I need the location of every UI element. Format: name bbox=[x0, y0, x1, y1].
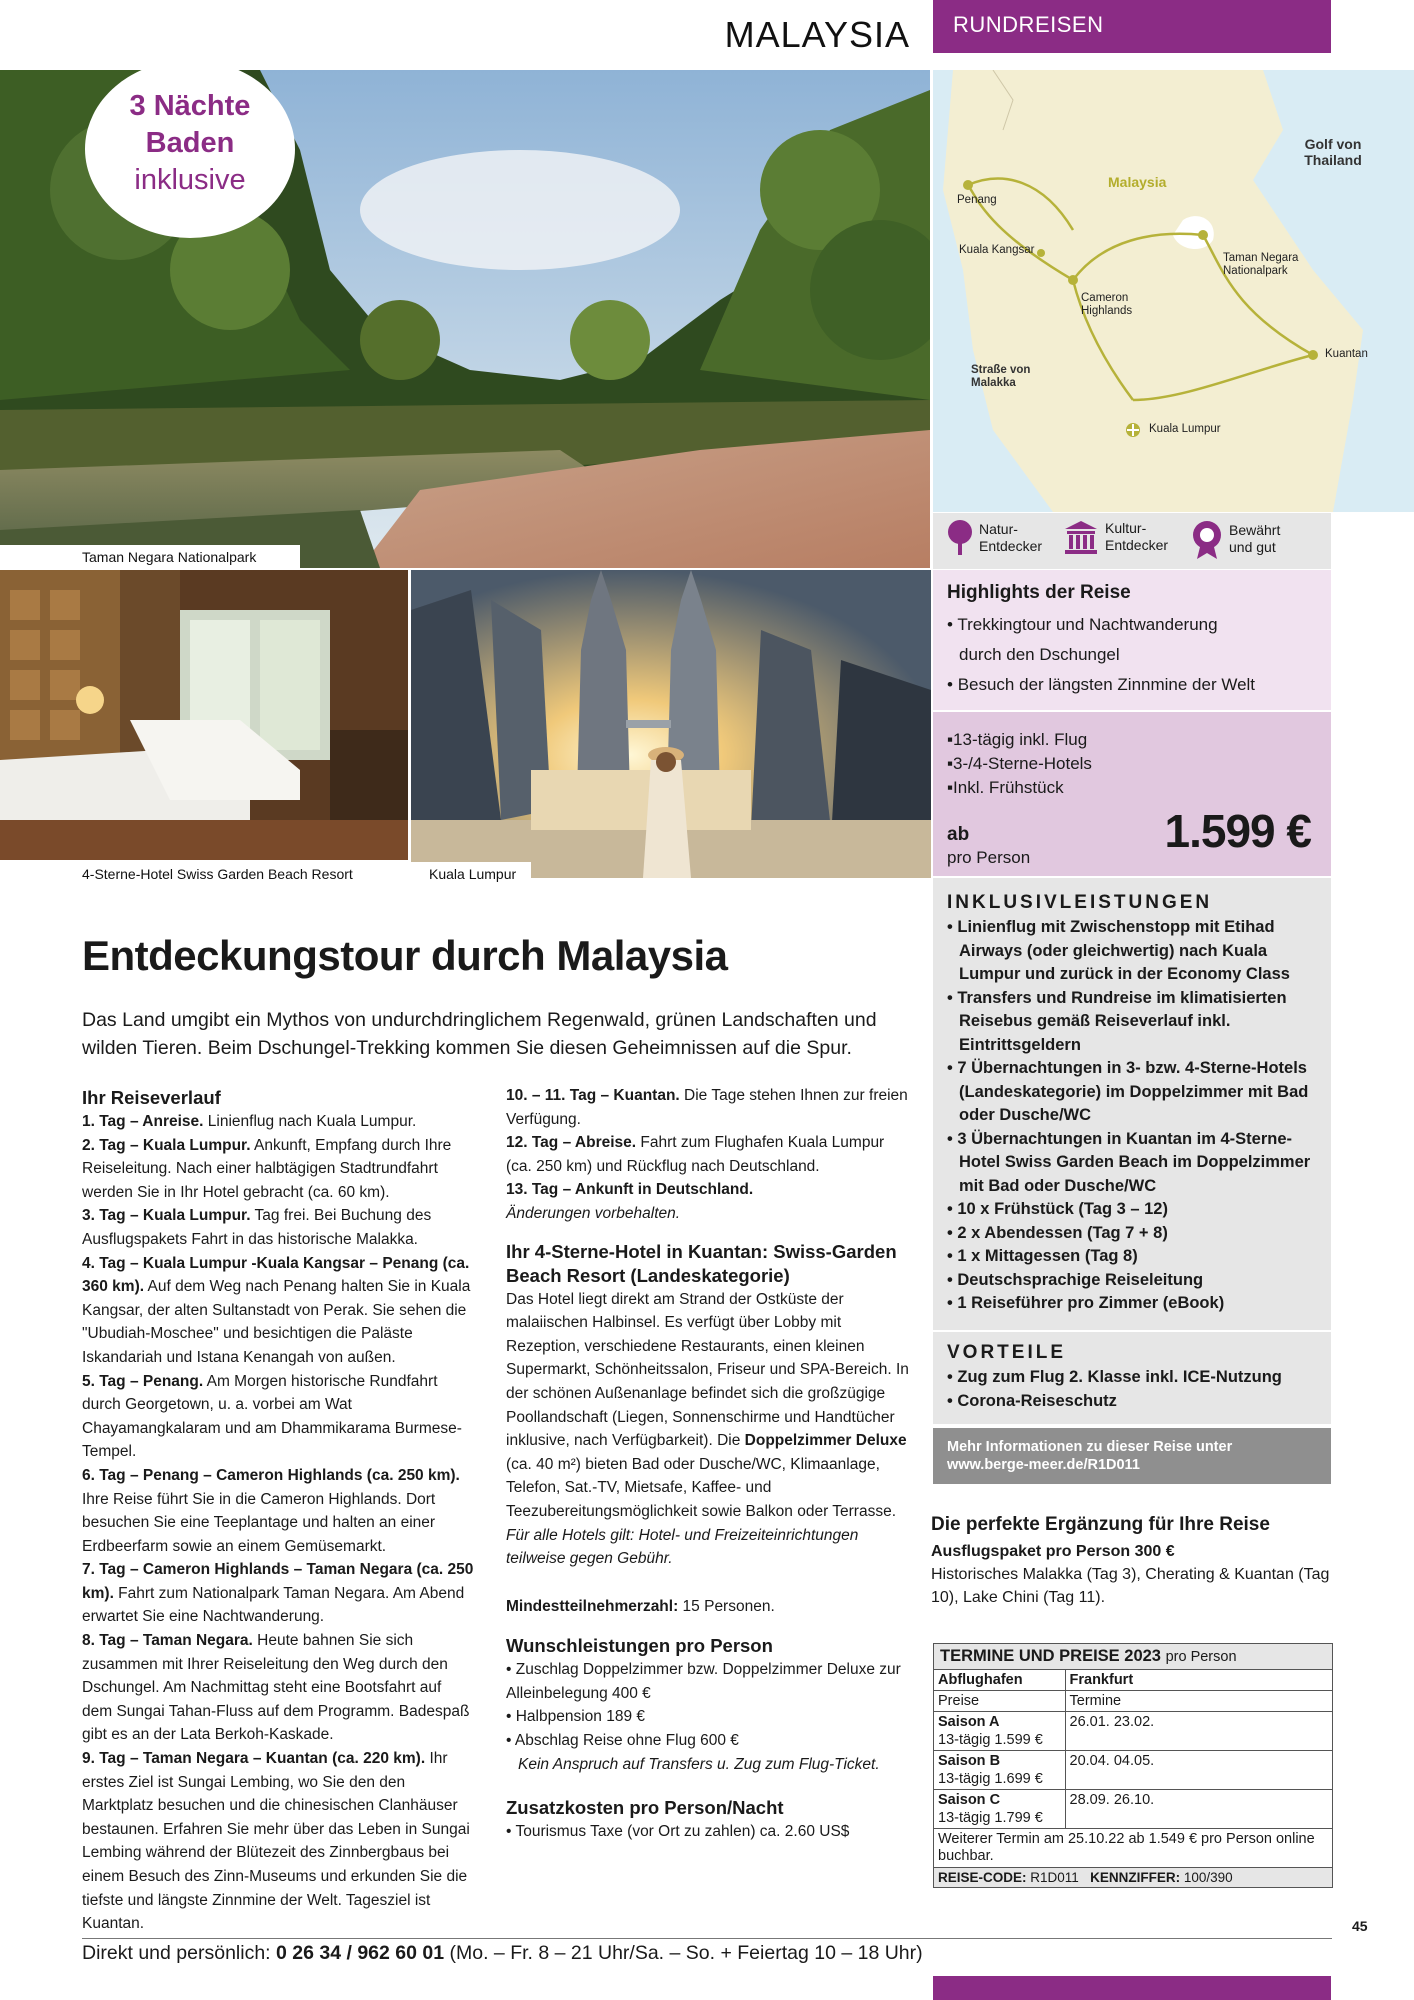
itinerary-day: 5. Tag – Penang. Am Morgen historische Rundfahrt durch Georgetown, u. a. vorbei am Wat Chayamangkalaram und am Dhammikarama Burmese-Tempel. bbox=[82, 1372, 462, 1461]
price-box bbox=[933, 712, 1331, 876]
wunsch-item: • Abschlag Reise ohne Flug 600 € bbox=[506, 1732, 739, 1750]
itinerary-day: 10. – 11. Tag – Kuantan. Die Tage stehen Ihnen zur freien Verfügung. bbox=[506, 1087, 908, 1128]
itinerary-day: 1. Tag – Anreise. Linienflug nach Kuala Lumpur. bbox=[82, 1113, 417, 1130]
itinerary-column-2 bbox=[506, 1084, 914, 1844]
inklusiv-item: • Deutschsprachige Reiseleitung bbox=[947, 1269, 1319, 1293]
page-color-bar bbox=[933, 1976, 1331, 2000]
badge-line2: Baden bbox=[145, 127, 235, 159]
itinerary-day: 7. Tag – Cameron Highlands – Taman Negara (ca. 250 km). Fahrt zum Nationalpark Taman Negara. Am Abend erwartet Sie eine Nachtwanderung. bbox=[82, 1561, 474, 1626]
itinerary-note: Änderungen vorbehalten. bbox=[506, 1204, 681, 1222]
wunsch-note: Kein Anspruch auf Transfers u. Zug zum Flug-Ticket. bbox=[518, 1755, 880, 1773]
itinerary-day: 8. Tag – Taman Negara. Heute bahnen Sie sich zusammen mit Ihrer Reiseleitung den Weg durch den Dschungel. Am Nachmittag steht eine Bootsfahrt auf dem Sungai Tahan-Fluss auf dem Programm. Badespaß gibt es an der Lata Berkoh-Kaskade. bbox=[82, 1632, 470, 1744]
icon-natur bbox=[947, 519, 1053, 557]
termine-note: Weiterer Termin am 25.10.22 ab 1.549 € pro Person online buchbar. bbox=[934, 1829, 1332, 1868]
icon-bewaehrt bbox=[1191, 519, 1299, 559]
ergaenzung-desc: Historisches Malakka (Tag 3), Cherating & Kuantan (Tag 10), Lake Chini (Tag 11). bbox=[931, 1566, 1330, 1606]
min-participants: Mindestteilnehmerzahl: 15 Personen. bbox=[506, 1597, 775, 1615]
itinerary-day: 3. Tag – Kuala Lumpur. Tag frei. Bei Buchung des Ausflugspakets Fahrt in das historische Malakka. bbox=[82, 1207, 432, 1248]
badge-line3: inklusive bbox=[134, 164, 246, 196]
termine-title: TERMINE UND PREISE 2023 pro Person bbox=[934, 1644, 1332, 1670]
season-price: 13-tägig 1.599 € bbox=[938, 1732, 1043, 1748]
feature-item: ▪3-/4-Sterne-Hotels bbox=[947, 754, 1092, 773]
route-map bbox=[933, 70, 1414, 512]
hotel-description: Das Hotel liegt direkt am Strand der Ostküste der malaiischen Halbinsel. Es verfügt über Lobby mit Rezeption, verschiedene Restaurants, einen kleinen Supermarkt, Schönheitssalon, Friseur und SPA-Bereich. In der schönen Außenanlage befindet sich die großzügige Poollandschaft (Liegen, Sonnenschirme und Handtücher inklusive, nach Verfügbarkeit). Die Doppelzimmer Deluxe (ca. 40 m²) bieten Bad oder Dusche/WC, Klimaanlage, Telefon, Sat.-TV, Mietsafe, Kaffee- und Teezubereitungsmöglichkeit sowie Balkon oder Terrasse. bbox=[506, 1290, 909, 1520]
wunsch-item: • Zuschlag Doppelzimmer bzw. Doppelzimmer Deluxe zur Alleinbelegung 400 € bbox=[506, 1661, 901, 1702]
hotel-note: Für alle Hotels gilt: Hotel- und Freizeiteinrichtungen teilweise gegen Gebühr. bbox=[506, 1526, 859, 1568]
caption-hotel: 4-Sterne-Hotel Swiss Garden Beach Resort bbox=[0, 862, 408, 886]
price-ab: ab bbox=[947, 824, 970, 845]
badge-line1: 3 Nächte bbox=[129, 90, 251, 122]
icon-kultur bbox=[1063, 519, 1179, 555]
award-icon bbox=[1191, 519, 1223, 559]
inklusiv-item: • 2 x Abendessen (Tag 7 + 8) bbox=[947, 1222, 1319, 1246]
table-row bbox=[934, 1751, 1332, 1790]
season-name: Saison B bbox=[938, 1753, 1001, 1769]
country-heading: MALAYSIA bbox=[724, 14, 910, 55]
inklusiv-item: • 1 x Mittagessen (Tag 8) bbox=[947, 1245, 1319, 1269]
season-name: Saison A bbox=[938, 1714, 1000, 1730]
vorteile-item: • Corona-Reiseschutz bbox=[947, 1390, 1319, 1414]
season-dates: 26.01. 23.02. bbox=[1065, 1712, 1332, 1751]
more-info-text: Mehr Informationen zu dieser Reise unter bbox=[947, 1439, 1233, 1455]
season-price: 13-tägig 1.799 € bbox=[938, 1810, 1043, 1826]
wunsch-item: • Halbpension 189 € bbox=[506, 1708, 646, 1726]
caption-kuala-lumpur: Kuala Lumpur bbox=[411, 862, 531, 886]
itinerary-column-1 bbox=[82, 1084, 474, 1936]
icon-bewaehrt-label: Bewährt und gut bbox=[1229, 522, 1281, 555]
inklusiv-item: • 10 x Frühstück (Tag 3 – 12) bbox=[947, 1198, 1319, 1222]
more-info-link[interactable]: www.berge-meer.de/R1D011 bbox=[947, 1457, 1140, 1473]
season-price: 13-tägig 1.699 € bbox=[938, 1771, 1043, 1787]
ergaenzung bbox=[931, 1514, 1331, 1609]
row-preise: Preise bbox=[934, 1691, 1065, 1712]
map-label-kuala-kangsar: Kuala Kangsar bbox=[959, 244, 1035, 256]
inklusiv-item: • 1 Reiseführer pro Zimmer (eBook) bbox=[947, 1292, 1319, 1316]
trip-type-icons bbox=[933, 513, 1331, 569]
wunsch-title: Wunschleistungen pro Person bbox=[506, 1635, 773, 1657]
icon-kultur-label: Kultur- Entdecker bbox=[1105, 520, 1169, 553]
table-row bbox=[934, 1790, 1332, 1829]
itinerary-title: Ihr Reiseverlauf bbox=[82, 1087, 221, 1108]
map-label-country: Malaysia bbox=[1108, 174, 1167, 190]
col-abflughafen: Abflughafen bbox=[934, 1670, 1065, 1691]
page-title: Entdeckungstour durch Malaysia bbox=[82, 932, 728, 979]
ergaenzung-title: Die perfekte Ergänzung für Ihre Reise bbox=[931, 1514, 1270, 1535]
inklusiv-item: • Transfers und Rundreise im klimatisierten Reisebus gemäß Reiseverlauf inkl. Eintrittsgeldern bbox=[947, 987, 1319, 1058]
map-label-kuantan: Kuantan bbox=[1325, 348, 1368, 360]
highlights-title: Highlights der Reise bbox=[947, 582, 1131, 603]
badge-3-naechte bbox=[85, 60, 295, 238]
reise-code: REISE-CODE: R1D011 KENNZIFFER: 100/390 bbox=[934, 1868, 1332, 1887]
feature-item: ▪13-tägig inkl. Flug bbox=[947, 730, 1088, 749]
map-label-penang: Penang bbox=[957, 194, 997, 206]
row-termine: Termine bbox=[1065, 1691, 1332, 1712]
photo-hotel-room bbox=[0, 570, 408, 860]
temple-icon bbox=[1063, 519, 1099, 555]
photo-kuala-lumpur bbox=[411, 570, 931, 878]
vorteile-title: VORTEILE bbox=[947, 1342, 1067, 1363]
itinerary-day: 4. Tag – Kuala Lumpur -Kuala Kangsar – Penang (ca. 360 km). Auf dem Weg nach Penang halten Sie in Kuala Kangsar, der alten Sultanstadt von Perak. Sie sehen die "Ubudiah-Moschee" und besichtigen die Paläste Iskandariah und Istana Kenangah von außen. bbox=[82, 1254, 471, 1366]
highlight-item: • Trekkingtour und Nachtwanderung durch den Dschungel bbox=[947, 610, 1247, 670]
price-value: 1.599 € bbox=[1164, 805, 1311, 857]
feature-item: ▪Inkl. Frühstück bbox=[947, 778, 1064, 797]
ergaenzung-package: Ausflugspaket pro Person 300 € bbox=[931, 1543, 1175, 1560]
footer-contact: Direkt und persönlich: 0 26 34 / 962 60 01 (Mo. – Fr. 8 – 21 Uhr/Sa. – So. + Feiertag 10 – 18 Uhr) bbox=[82, 1942, 923, 1964]
price-per: pro Person bbox=[947, 848, 1031, 867]
category-bar: RUNDREISEN bbox=[933, 0, 1331, 53]
map-label-gulf: Golf von Thailand bbox=[1304, 136, 1362, 168]
inklusiv-title: INKLUSIVLEISTUNGEN bbox=[947, 892, 1213, 913]
table-row bbox=[934, 1712, 1332, 1751]
map-label-strait: Straße von Malakka bbox=[971, 364, 1031, 389]
season-dates: 20.04. 04.05. bbox=[1065, 1751, 1332, 1790]
itinerary-day: 9. Tag – Taman Negara – Kuantan (ca. 220 km). Ihr erstes Ziel ist Sungai Lembing, wo Sie den den Marktplatz besuchen und die chinesischen Clanhäuser bestaunen. Erfahren Sie mehr über das Leben in Sungai Lembing während der Blütezeit des Zinnbergbaus bei einem Besuch des Zinn-Museums und erkunden Sie die tiefste und längste Zinnmine der Welt. Tagesziel ist Kuantan. bbox=[82, 1750, 470, 1933]
season-dates: 28.09. 26.10. bbox=[1065, 1790, 1332, 1829]
highlights-box bbox=[933, 570, 1331, 710]
inklusiv-item: • 7 Übernachtungen in 3- bzw. 4-Sterne-Hotels (Landeskategorie) im Doppelzimmer mit Bad oder Dusche/WC bbox=[947, 1057, 1319, 1128]
map-label-cameron: Cameron Highlands bbox=[1081, 292, 1133, 317]
itinerary-day: 12. Tag – Abreise. Fahrt zum Flughafen Kuala Lumpur (ca. 250 km) und Rückflug nach Deutschland. bbox=[506, 1134, 885, 1175]
intro-text: Das Land umgibt ein Mythos von undurchdringlichem Regenwald, grünen Landschaften und wilden Tieren. Beim Dschungel-Trekking kommen Sie diesen Geheimnissen auf die Spur. bbox=[82, 1009, 877, 1059]
caption-taman-negara: Taman Negara Nationalpark bbox=[0, 545, 300, 569]
itinerary-day: 2. Tag – Kuala Lumpur. Ankunft, Empfang durch Ihre Reiseleitung. Nach einer halbtägigen Stadtrundfahrt werden Sie in Ihr Hotel gebracht (ca. 60 km). bbox=[82, 1136, 452, 1201]
map-label-taman-negara: Taman Negara Nationalpark bbox=[1223, 252, 1299, 277]
more-info-box bbox=[933, 1428, 1331, 1484]
itinerary-day: 6. Tag – Penang – Cameron Highlands (ca. 250 km). Ihre Reise führt Sie in die Cameron Highlands. Dort besuchen Sie eine Teeplantage und halten an einer Erdbeerfarm sowie an einem Gemüsemarkt. bbox=[82, 1466, 460, 1555]
highlight-item: • Besuch der längsten Zinnmine der Welt bbox=[947, 670, 1319, 700]
inklusiv-item: • 3 Übernachtungen in Kuantan im 4-Sterne-Hotel Swiss Garden Beach im Doppelzimmer mit Bad oder Dusche/WC bbox=[947, 1128, 1319, 1199]
zusatz-title: Zusatzkosten pro Person/Nacht bbox=[506, 1797, 784, 1819]
icon-natur-label: Natur- Entdecker bbox=[979, 521, 1043, 554]
map-label-kuala-lumpur: Kuala Lumpur bbox=[1149, 423, 1221, 435]
hotel-title: Ihr 4-Sterne-Hotel in Kuantan: Swiss-Garden Beach Resort (Landeskategorie) bbox=[506, 1240, 897, 1286]
itinerary-day: 13. Tag – Ankunft in Deutschland. bbox=[506, 1181, 754, 1199]
vorteile-box bbox=[933, 1332, 1331, 1424]
termine-preise-table bbox=[933, 1643, 1333, 1888]
inklusivleistungen-box bbox=[933, 878, 1331, 1330]
col-frankfurt: Frankfurt bbox=[1065, 1670, 1332, 1691]
footer-phone: 0 26 34 / 962 60 01 bbox=[276, 1942, 445, 1964]
vorteile-item: • Zug zum Flug 2. Klasse inkl. ICE-Nutzung bbox=[947, 1366, 1319, 1390]
inklusiv-item: • Linienflug mit Zwischenstopp mit Etihad Airways (oder gleichwertig) nach Kuala Lumpur und zurück in der Economy Class bbox=[947, 916, 1319, 987]
zusatz-item: • Tourismus Taxe (vor Ort zu zahlen) ca. 2.60 US$ bbox=[506, 1823, 850, 1841]
tree-icon bbox=[947, 519, 973, 557]
footer-divider bbox=[82, 1938, 1332, 1939]
page-number: 45 bbox=[1352, 1918, 1368, 1934]
season-name: Saison C bbox=[938, 1792, 1001, 1808]
